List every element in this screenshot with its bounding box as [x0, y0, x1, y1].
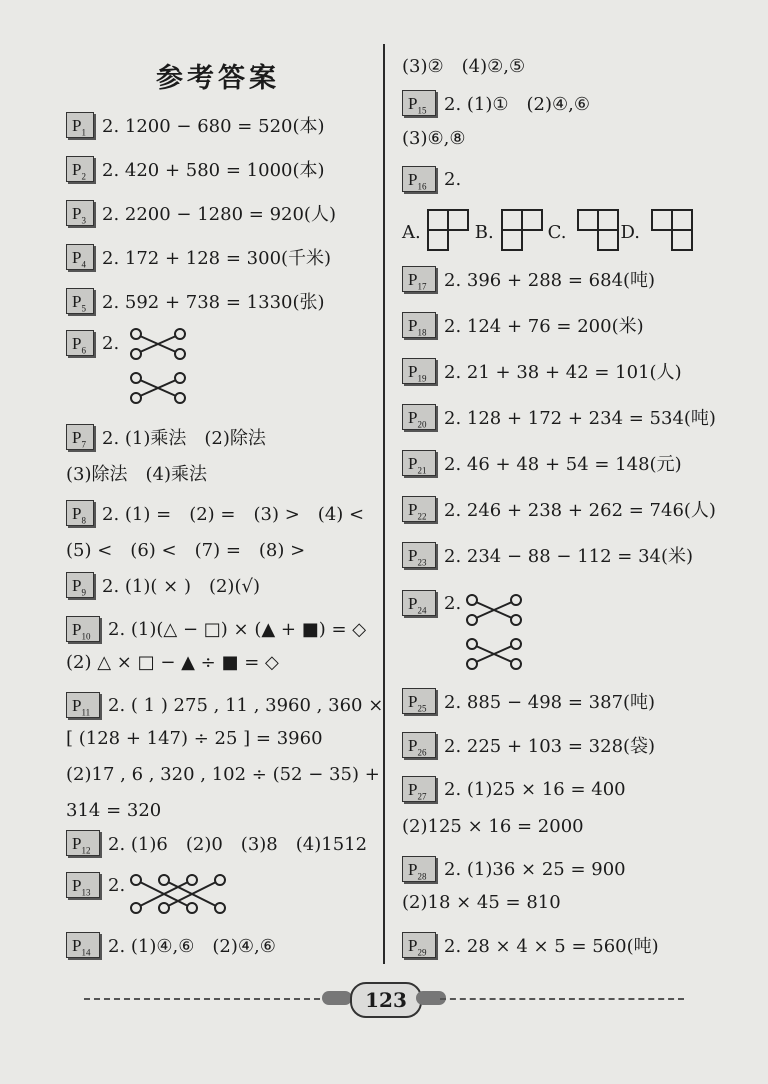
page-ref-badge: [402, 266, 436, 292]
page-ref-letter: P: [408, 270, 418, 289]
page-ref-badge: [402, 932, 436, 958]
answer-text: 2. 396 + 288 = 684(吨): [444, 270, 656, 291]
page-ref-letter: P: [72, 428, 82, 447]
answer-row: [66, 800, 161, 821]
page-ref-number: 20: [417, 419, 427, 430]
column-divider: [383, 44, 385, 964]
page-ref-letter: P: [408, 860, 418, 879]
answer-text: 2. 1200 − 680 = 520(本): [102, 116, 325, 137]
answer-row: [66, 536, 305, 562]
answer-text: (2)17 , 6 , 320 , 102 ÷ (52 − 35) +: [66, 764, 380, 785]
page-ref-badge: [402, 542, 436, 568]
answer-text: 2.: [108, 874, 126, 896]
page-ref-badge: [402, 590, 436, 616]
page-title: 参考答案: [156, 63, 280, 94]
page-ref-letter: P: [72, 834, 82, 853]
page-ref-letter: P: [408, 316, 418, 335]
page-ref-badge: [402, 312, 436, 338]
answer-text: 2. 885 − 498 = 387(吨): [444, 692, 656, 713]
answer-row: [402, 932, 659, 958]
answer-row: [66, 200, 336, 226]
answer-row: [66, 330, 119, 356]
page-ref-badge: [402, 166, 436, 192]
page-ref-badge: [66, 692, 100, 718]
page-ref-number: 7: [81, 439, 86, 450]
page-ref-badge: [402, 856, 436, 882]
answer-text: 2. (1)( × ) (2)(√): [102, 576, 260, 597]
page-ref-letter: P: [408, 408, 418, 427]
page-ref-number: 28: [417, 871, 427, 882]
page-ref-letter: P: [72, 292, 82, 311]
answer-row: [402, 816, 584, 837]
p16-shape-c: [576, 208, 620, 252]
page-ref-badge: [402, 90, 436, 116]
page-ref-number: 26: [417, 747, 427, 758]
answer-text: 2. 592 + 738 = 1330(张): [102, 292, 325, 313]
page-ref-badge: [402, 688, 436, 714]
footer-dashed-line-right: [440, 998, 684, 1000]
page-ref-number: 10: [81, 631, 91, 642]
answer-text: 2. (1)乘法 (2)除法: [102, 428, 266, 449]
page-ref-number: 4: [81, 259, 86, 270]
answer-row: [66, 932, 276, 958]
answer-text: 2. 420 + 580 = 1000(本): [102, 160, 325, 181]
answer-row: [402, 128, 466, 149]
answer-text: 2. (1)④,⑥ (2)④,⑥: [108, 936, 276, 957]
page-ref-letter: P: [408, 170, 418, 189]
answer-row: [66, 244, 331, 270]
answer-text: (3)② (4)②,⑤: [402, 56, 526, 77]
answer-row: [66, 692, 383, 718]
footer-cap-left: [322, 991, 352, 1005]
answer-text: 2. (1)① (2)④,⑥: [444, 94, 591, 115]
page-ref-letter: P: [408, 594, 418, 613]
page-ref-number: 12: [81, 845, 91, 856]
page-ref-number: 6: [81, 345, 86, 356]
page-ref-badge: [66, 330, 94, 356]
answer-row: [402, 90, 590, 116]
page-ref-number: 13: [81, 887, 91, 898]
answer-row: [66, 652, 279, 673]
answer-row: [66, 830, 367, 856]
answer-text: 2. 2200 − 1280 = 920(人): [102, 204, 336, 225]
footer-dashed-line-left: [84, 998, 330, 1000]
page-ref-letter: P: [72, 936, 82, 955]
page-ref-badge: [66, 830, 100, 856]
page-ref-letter: P: [72, 504, 82, 523]
page-ref-letter: P: [408, 736, 418, 755]
answer-text: 2. (1)(△ − □) × (▲ + ■) = ◇: [108, 618, 367, 640]
answer-text: 2.: [102, 332, 120, 354]
page-ref-letter: P: [408, 936, 418, 955]
answer-text: 2.: [444, 592, 462, 614]
page-ref-number: 22: [417, 511, 427, 522]
page-ref-letter: P: [408, 692, 418, 711]
p6-cross-link-figure: [130, 326, 186, 408]
answer-row: [402, 358, 682, 384]
page-ref-number: 14: [81, 947, 91, 958]
answer-text: 2.: [444, 168, 462, 190]
answer-row: [402, 496, 716, 522]
answer-row: [66, 872, 125, 898]
page-ref-letter: P: [72, 334, 82, 353]
page-ref-number: 11: [81, 707, 91, 718]
answer-text: (2) △ × □ − ▲ ÷ ■ = ◇: [66, 652, 279, 673]
page-ref-badge: [66, 156, 94, 182]
page-ref-letter: P: [72, 116, 82, 135]
page-ref-letter: P: [408, 94, 418, 113]
page-ref-letter: P: [72, 204, 82, 223]
answer-row: [402, 166, 461, 192]
answer-text: (2)125 × 16 = 2000: [402, 816, 584, 837]
answer-row: [402, 856, 626, 882]
answer-text: (2)18 × 45 = 810: [402, 892, 561, 913]
page-ref-badge: [402, 496, 436, 522]
p24-cross-link-figure: [466, 592, 522, 674]
answer-text: (3)除法 (4)乘法: [66, 464, 207, 485]
answer-text: [ (128 + 147) ÷ 25 ] = 3960: [66, 728, 323, 749]
answer-row: [402, 688, 655, 714]
page-ref-letter: P: [408, 454, 418, 473]
page-ref-badge: [66, 244, 94, 270]
p16-shape-a: [426, 208, 470, 252]
page-ref-badge: [66, 572, 94, 598]
page-ref-badge: [66, 424, 94, 450]
page-ref-letter: P: [408, 546, 418, 565]
page-ref-letter: P: [408, 500, 418, 519]
page-ref-badge: [66, 616, 100, 642]
page-ref-number: 3: [81, 215, 86, 226]
p16-shape-b: [500, 208, 544, 252]
page-ref-letter: P: [72, 620, 82, 639]
page-ref-badge: [66, 200, 94, 226]
answer-row: [402, 542, 693, 568]
p16-shape-d: [650, 208, 694, 252]
page-ref-number: 24: [417, 605, 427, 616]
page-ref-number: 8: [81, 515, 86, 526]
page-ref-number: 2: [81, 171, 86, 182]
answer-row: [66, 288, 325, 314]
answer-row: [402, 312, 644, 338]
answer-row: [66, 616, 366, 642]
page-ref-badge: [402, 450, 436, 476]
answer-text: 2. ( 1 ) 275 , 11 , 3960 , 360 ×: [108, 694, 384, 716]
page-ref-number: 16: [417, 181, 427, 192]
page-ref-badge: [402, 732, 436, 758]
page-ref-letter: P: [408, 780, 418, 799]
answer-text: 2. 172 + 128 = 300(千米): [102, 248, 332, 269]
answer-text: 2. 128 + 172 + 234 = 534(吨): [444, 408, 716, 429]
page-ref-badge: [402, 776, 436, 802]
answer-row: [402, 52, 525, 78]
page-ref-number: 18: [417, 327, 427, 338]
answer-row: [402, 404, 716, 430]
page-number: 123: [350, 982, 422, 1018]
page-ref-number: 15: [417, 105, 427, 116]
page-ref-letter: P: [72, 696, 82, 715]
answer-text: 2. 225 + 103 = 328(袋): [444, 736, 656, 757]
page-ref-number: 25: [417, 703, 427, 714]
answer-row: [66, 500, 364, 526]
answer-row: [66, 572, 260, 598]
answer-row: [402, 892, 561, 913]
page-ref-badge: [66, 872, 100, 898]
answer-row: [66, 156, 325, 182]
answer-text: 2. (1) = (2) = (3) > (4) <: [102, 504, 365, 525]
page-ref-badge: [66, 112, 94, 138]
page-ref-number: 21: [417, 465, 427, 476]
answer-row: [66, 424, 266, 450]
page-ref-letter: P: [408, 362, 418, 381]
page-ref-letter: P: [72, 876, 82, 895]
answer-row: [402, 776, 626, 802]
page-ref-number: 1: [81, 127, 86, 138]
answer-row: [402, 266, 655, 292]
page-ref-badge: [66, 500, 94, 526]
page-ref-letter: P: [72, 576, 82, 595]
answer-text: 2. 246 + 238 + 262 = 746(人): [444, 500, 716, 521]
page-ref-number: 23: [417, 557, 427, 568]
answer-text: (3)⑥,⑧: [402, 128, 466, 149]
page-ref-badge: [66, 288, 94, 314]
page-ref-letter: P: [72, 248, 82, 267]
answer-text: 2. (1)6 (2)0 (3)8 (4)1512: [108, 834, 368, 855]
answer-row: [66, 728, 323, 749]
answer-row: [402, 732, 655, 758]
answer-text: (5) < (6) < (7) = (8) >: [66, 540, 306, 561]
answer-row: [66, 460, 207, 486]
answer-text: A. B. C. D.: [402, 222, 641, 243]
answer-row: [66, 764, 380, 785]
answer-text: 2. 46 + 48 + 54 = 148(元): [444, 454, 682, 475]
page-ref-number: 29: [417, 947, 427, 958]
page-ref-number: 5: [81, 303, 86, 314]
answer-text: 314 = 320: [66, 800, 162, 821]
p13-link-figure: [128, 870, 228, 918]
answer-text: 2. (1)25 × 16 = 400: [444, 778, 626, 800]
page-ref-badge: [402, 404, 436, 430]
answer-text: 2. 28 × 4 × 5 = 560(吨): [444, 936, 659, 957]
page-ref-number: 27: [417, 791, 427, 802]
answer-text: 2. 21 + 38 + 42 = 101(人): [444, 362, 682, 383]
answer-row: [402, 450, 682, 476]
page-ref-letter: P: [72, 160, 82, 179]
answer-text: 2. (1)36 × 25 = 900: [444, 858, 626, 880]
answer-text: 2. 234 − 88 − 112 = 34(米): [444, 546, 694, 567]
page-ref-badge: [402, 358, 436, 384]
page-ref-number: 9: [81, 587, 86, 598]
answer-row: [402, 590, 461, 616]
page-ref-badge: [66, 932, 100, 958]
page-ref-number: 17: [417, 281, 427, 292]
answer-text: 2. 124 + 76 = 200(米): [444, 316, 644, 337]
page-ref-number: 19: [417, 373, 427, 384]
answer-row: [66, 112, 325, 138]
